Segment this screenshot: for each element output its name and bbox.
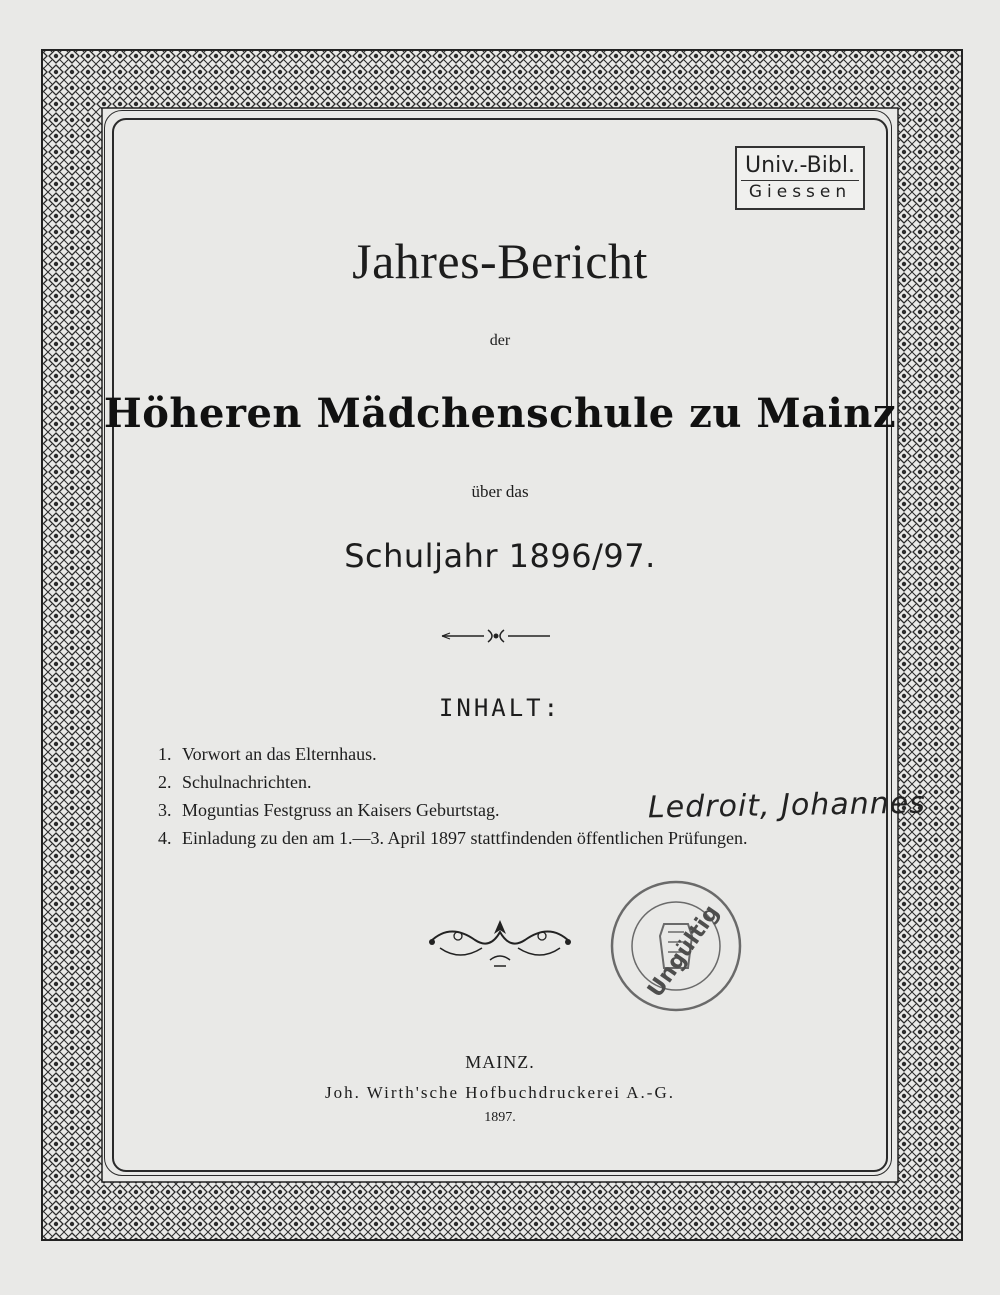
- library-stamp-line1: Univ.-Bibl.: [745, 153, 855, 178]
- school-year: Schuljahr 1896/97.: [344, 537, 656, 575]
- list-item: [158, 740, 838, 768]
- item-number: 2.: [158, 772, 172, 792]
- item-text: Vorwort an das Elternhaus.: [182, 744, 377, 764]
- floral-vignette-icon: [420, 912, 580, 972]
- imprint-city: MAINZ.: [465, 1052, 535, 1072]
- contents-heading: INHALT:: [438, 694, 562, 722]
- imprint-printer: Joh. Wirth'sche Hofbuchdruckerei A.-G.: [325, 1083, 675, 1102]
- round-library-stamp: [606, 876, 746, 1016]
- item-text: Moguntias Festgruss an Kaisers Geburtstag.: [182, 800, 500, 820]
- item-number: 1.: [158, 744, 172, 764]
- imprint-year: 1897.: [484, 1110, 516, 1125]
- ueber-das: über das: [471, 482, 529, 501]
- school-name: Höheren Mädchenschule zu Mainz: [103, 390, 897, 437]
- item-number: 3.: [158, 800, 172, 820]
- item-text: Einladung zu den am 1.—3. April 1897 stattfindenden öffentlichen Prüfungen.: [182, 828, 748, 848]
- report-title: Jahres-Bericht: [352, 233, 648, 289]
- library-stamp-line2: Giessen: [741, 180, 859, 203]
- library-stamp: [735, 146, 865, 210]
- item-text: Schulnachrichten.: [182, 772, 312, 792]
- title-der: der: [489, 332, 511, 349]
- handwritten-signature: Ledroit, Johannes: [647, 785, 927, 826]
- stamp-overprint: Ungültig: [643, 900, 725, 1003]
- divider-ornament-icon: [440, 626, 552, 646]
- item-number: 4.: [158, 828, 172, 848]
- list-item: [158, 824, 838, 852]
